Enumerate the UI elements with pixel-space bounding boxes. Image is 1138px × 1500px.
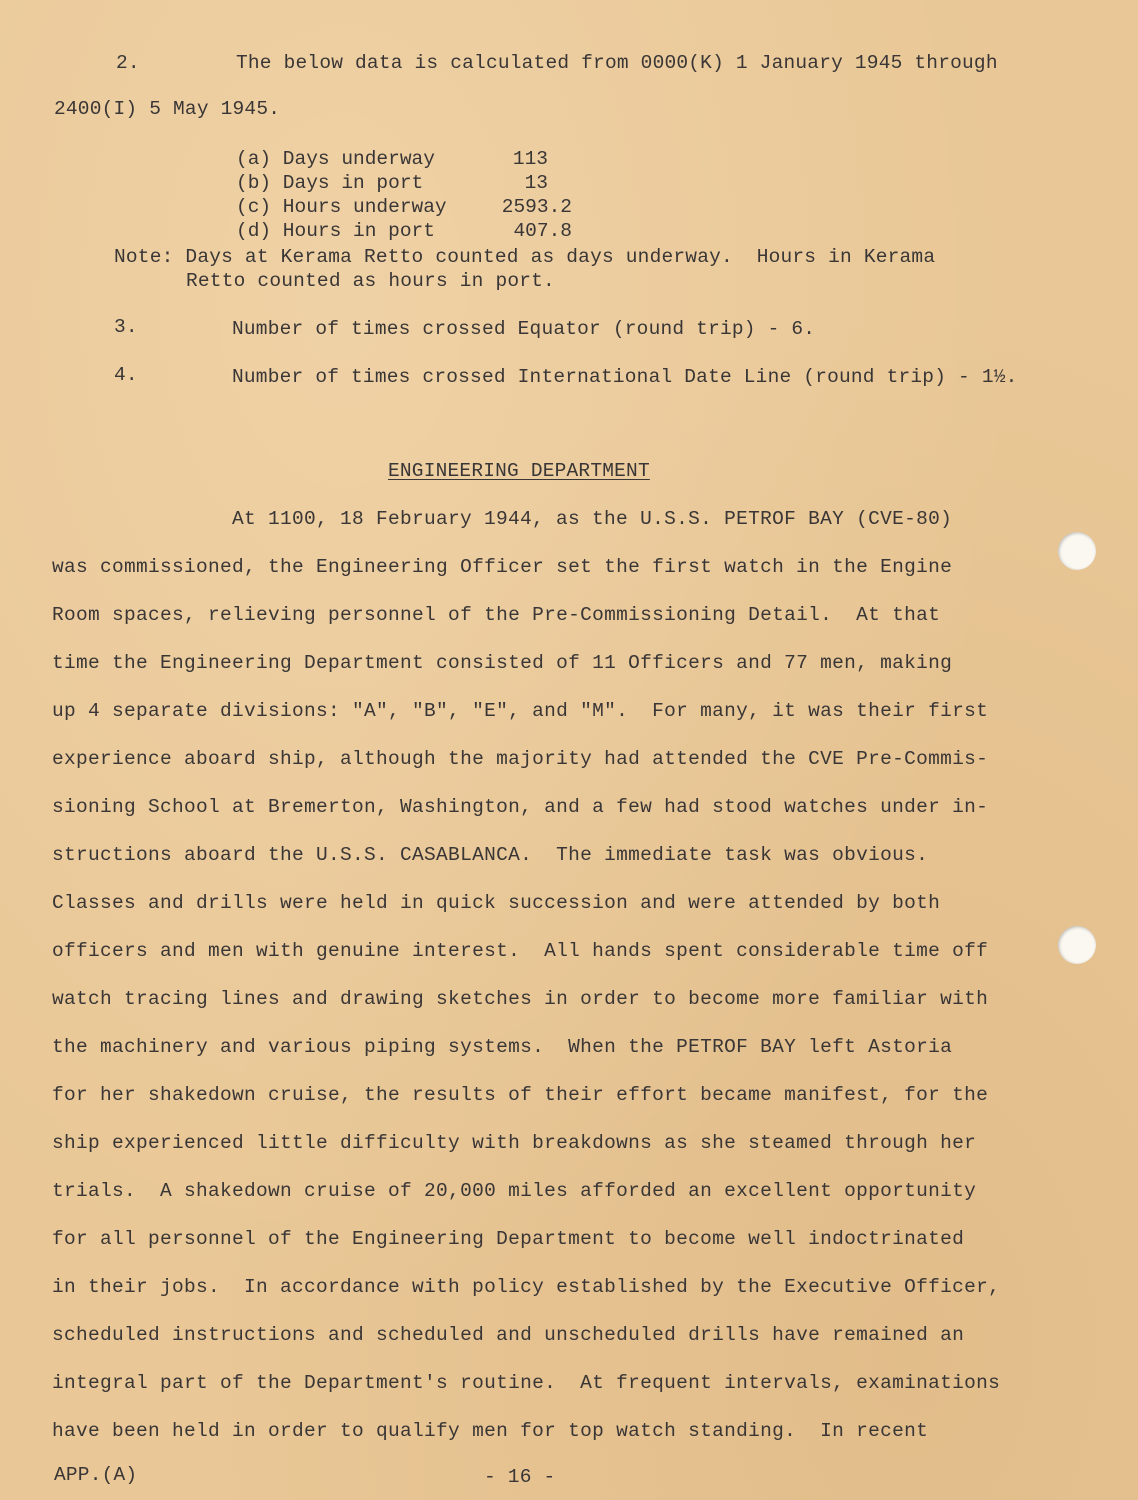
item-2-number: 2. <box>116 52 140 74</box>
body-line: trials. A shakedown cruise of 20,000 miles afforded an excellent opportunity <box>52 1180 977 1202</box>
item-4-number: 4. <box>114 364 138 386</box>
body-line: was commissioned, the Engineering Officer set the first watch in the Engine <box>52 556 953 578</box>
stat-label: (c) Hours underway <box>236 196 447 218</box>
body-line: ship experienced little difficulty with breakdowns as she steamed through her <box>52 1132 977 1154</box>
body-line: integral part of the Department's routine. At frequent intervals, examinations <box>52 1372 1001 1394</box>
stat-value: 113 <box>512 148 548 170</box>
stat-value: 407.8 <box>513 220 572 242</box>
item-3-number: 3. <box>114 316 138 338</box>
appendix-reference: APP.(A) <box>54 1464 138 1486</box>
body-line: scheduled instructions and scheduled and unscheduled drills have remained an <box>52 1324 965 1346</box>
item-3-text: Number of times crossed Equator (round trip) - 6. <box>232 318 816 340</box>
item-2-text-line1: The below data is calculated from 0000(K) 1 January 1945 through <box>236 52 998 74</box>
body-line: experience aboard ship, although the majority had attended the CVE Pre-Commis- <box>52 748 989 770</box>
body-line: Room spaces, relieving personnel of the Pre-Commissioning Detail. At that <box>52 604 941 626</box>
stat-label: (a) Days underway <box>236 148 435 170</box>
body-line: for all personnel of the Engineering Department to become well indoctrinated <box>52 1228 965 1250</box>
body-line: up 4 separate divisions: "A", "B", "E", and "M". For many, it was their first <box>52 700 989 722</box>
body-line: Classes and drills were held in quick succession and were attended by both <box>52 892 941 914</box>
punch-hole <box>1058 532 1096 570</box>
stat-value: 2593.2 <box>501 196 572 218</box>
note-line2: Retto counted as hours in port. <box>186 270 555 292</box>
body-line: officers and men with genuine interest. All hands spent considerable time off <box>52 940 989 962</box>
body-line: in their jobs. In accordance with policy established by the Executive Officer, <box>52 1276 1001 1298</box>
body-line: have been held in order to qualify men for top watch standing. In recent <box>52 1420 929 1442</box>
stats-table <box>236 148 576 248</box>
stat-label: (d) Hours in port <box>236 220 435 242</box>
body-line: watch tracing lines and drawing sketches in order to become more familiar with <box>52 988 989 1010</box>
punch-hole <box>1058 926 1096 964</box>
section-heading: ENGINEERING DEPARTMENT <box>388 460 650 482</box>
item-4-text: Number of times crossed International Date Line (round trip) - 1½. <box>232 366 1018 388</box>
item-2-text-line2: 2400(I) 5 May 1945. <box>54 98 281 120</box>
body-line: sioning School at Bremerton, Washington, and a few had stood watches under in- <box>52 796 989 818</box>
stat-value: 13 <box>524 172 548 194</box>
note-line1: Note: Days at Kerama Retto counted as days underway. Hours in Kerama <box>114 246 936 268</box>
body-line: At 1100, 18 February 1944, as the U.S.S. PETROF BAY (CVE-80) <box>232 508 953 530</box>
body-line: the machinery and various piping systems. When the PETROF BAY left Astoria <box>52 1036 953 1058</box>
body-line: structions aboard the U.S.S. CASABLANCA. The immediate task was obvious. <box>52 844 929 866</box>
page-number: - 16 - <box>484 1466 556 1488</box>
body-line: time the Engineering Department consisted of 11 Officers and 77 men, making <box>52 652 953 674</box>
stat-label: (b) Days in port <box>236 172 424 194</box>
body-line: for her shakedown cruise, the results of their effort became manifest, for the <box>52 1084 989 1106</box>
